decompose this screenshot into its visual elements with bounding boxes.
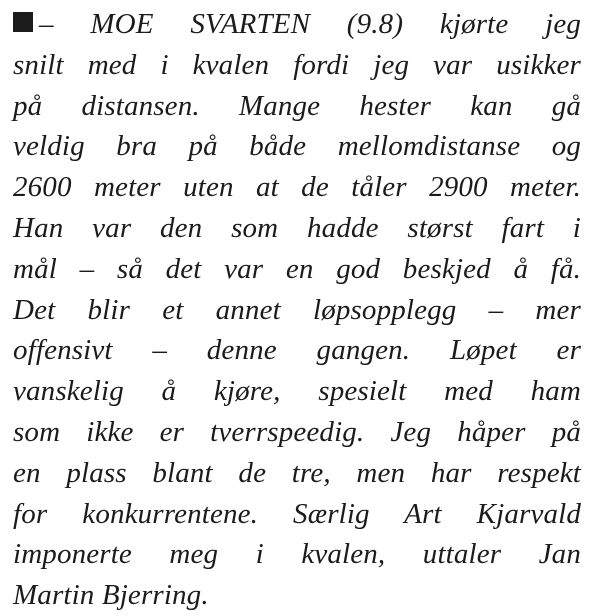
article-line: som ikke er tverrspeedig. Jeg håper på	[13, 415, 581, 448]
article-line: Han var den som hadde størst fart i	[13, 211, 581, 244]
article-line-text: – MOE SVARTEN (9.8) kjørte jeg	[39, 8, 581, 40]
article-line: for konkurrentene. Særlig Art Kjarvald	[13, 497, 581, 530]
square-bullet-icon	[13, 12, 33, 32]
article-line: snilt med i kvalen fordi jeg var usikker	[13, 48, 581, 81]
article-line: offensivt – denne gangen. Løpet er	[13, 334, 581, 367]
article-line	[13, 4, 581, 45]
article-line: veldig bra på både mellomdistanse og	[13, 130, 581, 163]
article-line: på distansen. Mange hester kan gå	[13, 89, 581, 122]
article-line: 2600 meter uten at de tåler 2900 meter.	[13, 171, 581, 204]
article-body	[13, 4, 581, 616]
article-line: Det blir et annet løpsopplegg – mer	[13, 293, 581, 326]
article-line: Martin Bjerring.	[13, 579, 209, 612]
article-line: mål – så det var en god beskjed å få.	[13, 252, 581, 285]
article-line: vanskelig å kjøre, spesielt med ham	[13, 375, 581, 408]
article-line: en plass blant de tre, men har respekt	[13, 456, 581, 489]
article-line: imponerte meg i kvalen, uttaler Jan	[13, 538, 581, 571]
